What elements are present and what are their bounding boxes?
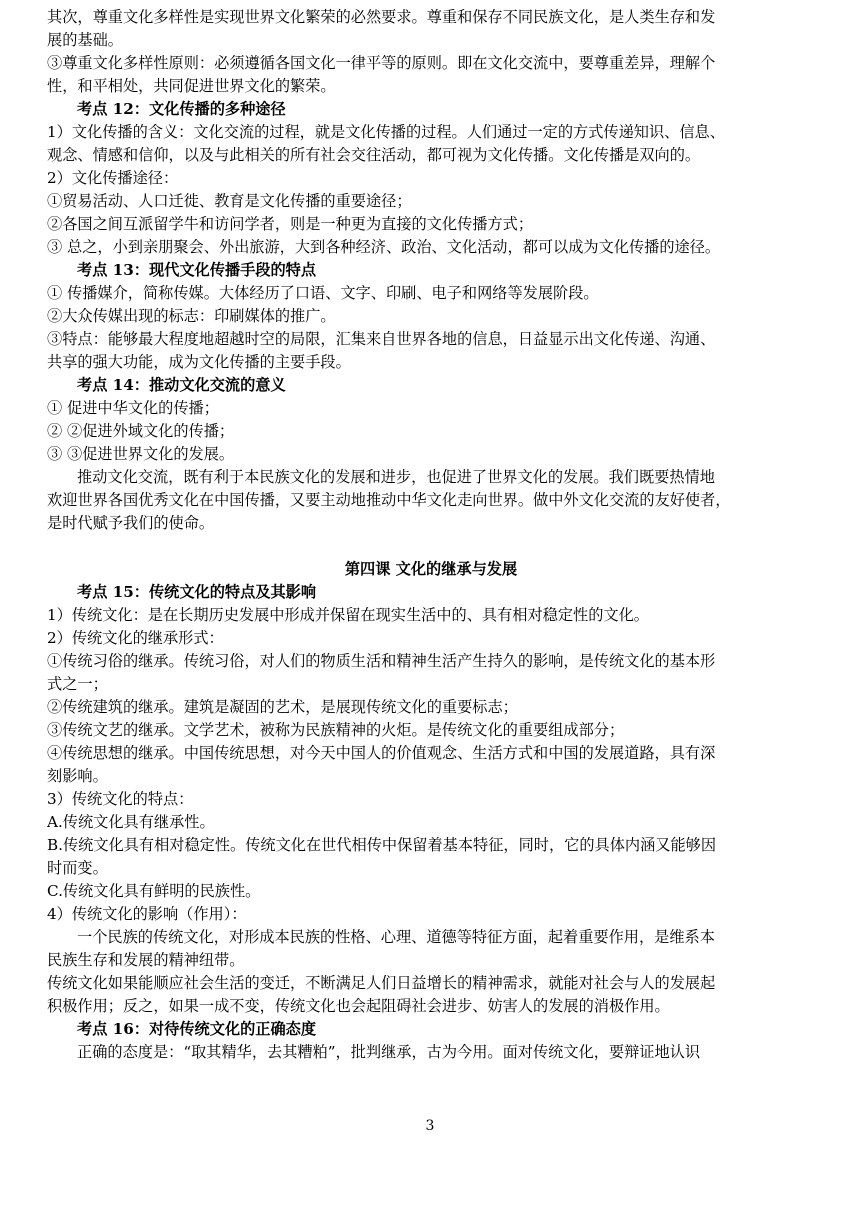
text-line: ③ ③促进世界文化的发展。 [47,445,235,463]
text-line: ③传统文艺的继承。文学艺术，被称为民族精神的火炬。是传统文化的重要组成部分； [47,721,625,739]
text-line: B.传统文化具有相对稳定性。传统文化在世代相传中保留着基本特征，同时，它的具体内涵又能够因 [47,836,717,854]
text-line: 1）文化传播的含义：文化交流的过程，就是文化传播的过程。人们通过一定的方式传递知识、信息、 [47,123,725,141]
text-line: 是时代赋予我们的使命。 [47,514,215,532]
section-heading: 考点 15：传统文化的特点及其影响 [77,583,317,601]
text-line: 欢迎世界各国优秀文化在中国传播，又要主动地推动中华文化走向世界。做中外文化交流的友好使者， [47,491,731,509]
text-line: ④传统思想的继承。中国传统思想，对今天中国人的价值观念、生活方式和中国的发展道路，具有深 [47,744,716,762]
text-line: ③ 总之，小到亲朋聚会、外出旅游，大到各种经济、政治、文化活动，都可以成为文化传播的途径。 [47,238,721,256]
page-number: 3 [425,1118,435,1134]
text-line: 积极作用；反之，如果一成不变，传统文化也会起阻碍社会进步、妨害人的发展的消极作用。 [47,997,670,1015]
text-line: ① 传播媒介，简称传媒。大体经历了口语、文字、印刷、电子和网络等发展阶段。 [47,284,599,302]
text-line: ②传统建筑的继承。建筑是凝固的艺术，是展现传统文化的重要标志； [47,698,518,716]
text-line: 式之一； [47,675,108,693]
text-line: 共享的强大功能，成为文化传播的主要手段。 [47,353,351,371]
text-line: ③尊重文化多样性原则：必须遵循各国文化一律平等的原则。即在文化交流中，要尊重差异，理解个 [47,54,716,72]
text-line: 展的基础。 [47,31,123,49]
text-line: ③特点：能够最大程度地超越时空的局限，汇集来自世界各地的信息，日益显示出文化传递、沟通、 [47,330,716,348]
text-line: A.传统文化具有继承性。 [47,813,215,831]
text-line: 3）传统文化的特点： [47,790,194,808]
text-line: 1）传统文化：是在长期历史发展中形成并保留在现实生活中的、具有相对稳定性的文化。 [47,606,649,624]
text-line: ②大众传媒出现的标志：印刷媒体的推广。 [47,307,336,325]
text-line: 正确的态度是：“取其精华，去其糟粕”，批判继承，古为今用。面对传统文化，要辩证地认识 [77,1043,701,1061]
section-heading [47,535,815,558]
text-line: 一个民族的传统文化，对形成本民族的性格、心理、道德等特征方面，起着重要作用，是维系本 [77,928,715,946]
text-line: 第四课 文化的继承与发展 [344,560,518,578]
text-line: ②各国之间互派留学牛和访问学者，则是一种更为直接的文化传播方式； [47,215,533,233]
text-line: 观念、情感和信仰，以及与此相关的所有社会交往活动，都可视为文化传播。文化传播是双向的。 [47,146,701,164]
text-line: ①贸易活动、人口迁徙、教育是文化传播的重要途径； [47,192,412,210]
section-heading: 考点 14：推动文化交流的意义 [77,376,286,394]
text-line: 4）传统文化的影响（作用）： [47,905,247,923]
document-page [47,6,815,1064]
text-line: 推动文化交流，既有利于本民族文化的发展和进步，也促进了世界文化的发展。我们既要热情地 [77,468,715,486]
text-line: 性，和平相处，共同促进世界文化的繁荣。 [47,77,336,95]
text-line: 时而变。 [47,859,108,877]
text-line: 民族生存和发展的精神纽带。 [47,951,245,969]
text-line: 2）文化传播途径： [47,169,179,187]
text-line: ①传统习俗的继承。传统习俗，对人们的物质生活和精神生活产生持久的影响，是传统文化的基本形 [47,652,716,670]
text-line: ① 促进中华文化的传播； [47,399,219,417]
section-heading: 考点 16：对待传统文化的正确态度 [77,1020,317,1038]
text-line: 2）传统文化的继承形式： [47,629,224,647]
text-line: 其次，尊重文化多样性是实现世界文化繁荣的必然要求。尊重和保存不同民族文化，是人类生存和发 [47,8,716,26]
text-line: ② ②促进外域文化的传播； [47,422,235,440]
section-heading: 考点 13：现代文化传播手段的特点 [77,261,317,279]
text-line: C.传统文化具有鲜明的民族性。 [47,882,261,900]
text-line: 传统文化如果能顺应社会生活的变迁，不断满足人们日益增长的精神需求，就能对社会与人的发展起 [47,974,716,992]
text-line: 刻影响。 [47,767,108,785]
section-heading: 考点 12：文化传播的多种途径 [77,100,286,118]
